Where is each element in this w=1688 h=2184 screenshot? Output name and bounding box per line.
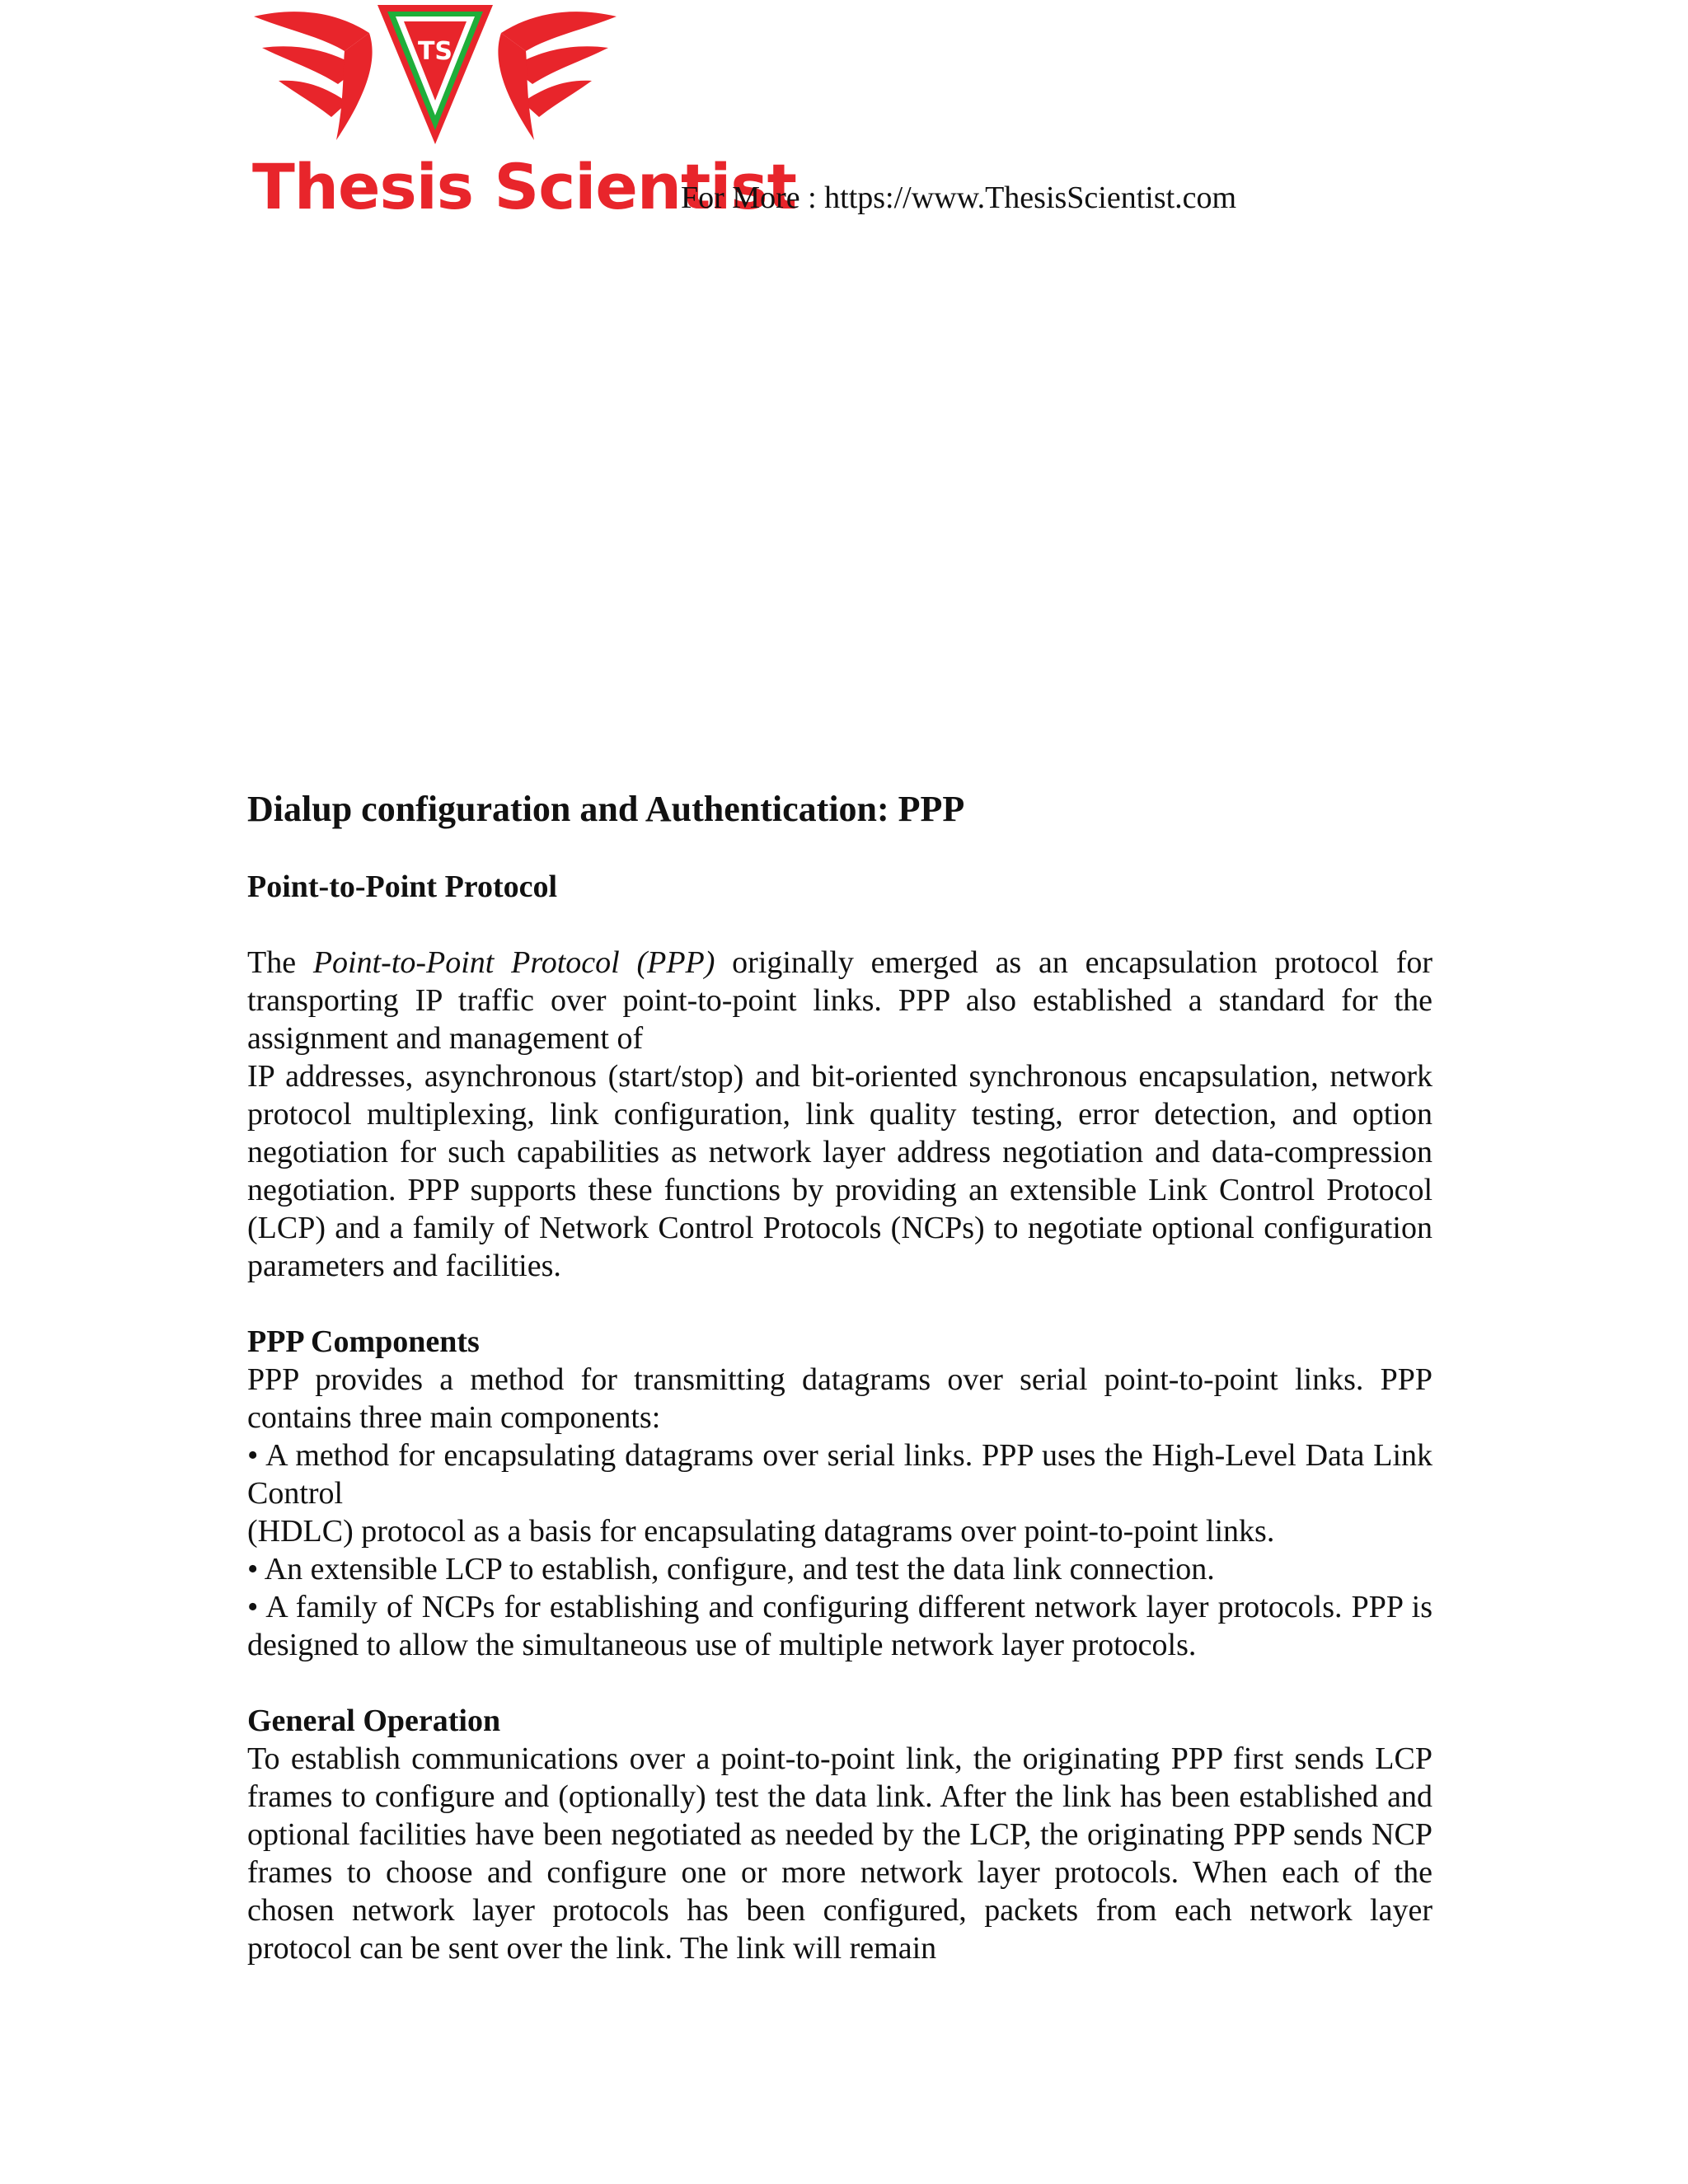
bullet-lcp: • An extensible LCP to establish, configure, and test the data link connection. [247,1552,1215,1586]
paragraph-general-operation: To establish communications over a point-to-point link, the originating PPP first sends LCP frames to configure and (optionally) test the data link. After the link has been established and optional facilities have been negotiated as needed by the LCP, the originating PPP sends NCP frames to choose and configure one or more network layer protocols. When each of the chosen network layer protocols has been configured, packets from each network layer protocol can be sent over the link. The link will remain [247,1741,1432,1966]
paragraph-components-intro: PPP provides a method for transmitting datagrams over serial point-to-point links. PPP contains three main components: [247,1362,1432,1435]
intro-suffix: originally emerged as an encapsulation protocol for transporting IP traffic over point-to-point links. PPP also established a standard for the assignment and management of [247,945,1432,1056]
winged-shield-emblem [246,0,625,152]
intro-emphasis: Point-to-Point Protocol (PPP) [312,945,715,980]
triangle-shield-icon [377,5,493,144]
bullet-encapsulation: • A method for encapsulating datagrams over serial links. PPP uses the High-Level Data Link Control [247,1438,1432,1511]
paragraph-ppp-intro [247,944,1432,1057]
left-wing-icon [254,12,373,140]
page-title: Dialup configuration and Authentication: PPP [247,789,965,829]
bullet-encapsulation-continued: (HDLC) protocol as a basis for encapsulating datagrams over point-to-point links. [247,1514,1275,1549]
right-wing-icon [498,12,617,140]
logo-monogram: TS [417,37,453,66]
paragraph-ppp-functions: IP addresses, asynchronous (start/stop) and bit-oriented synchronous encapsulation, network protocol multiplexing, link configuration, link quality testing, error detection, and option negotiation for such capabilities as network layer address negotiation and data-compression negotiation. PPP supports these functions by providing an extensible Link Control Protocol (LCP) and a family of Network Control Protocols (NCPs) to negotiate optional configuration parameters and facilities. [247,1059,1432,1283]
bullet-ncp: • A family of NCPs for establishing and configuring different network layer protocols. PPP is designed to allow the simultaneous use of multiple network layer protocols. [247,1590,1432,1662]
article-body [247,787,1432,1967]
thesis-scientist-logo [246,0,796,223]
section-heading-ppp-components: PPP Components [247,1324,480,1359]
website-link[interactable]: For More : https://www.ThesisScientist.com [681,180,1237,215]
section-heading-general-operation: General Operation [247,1704,501,1738]
section-heading-point-to-point-protocol: Point-to-Point Protocol [247,869,558,904]
logo-wordmark: Thesis Scientist [252,150,796,223]
intro-prefix: The [247,945,313,980]
